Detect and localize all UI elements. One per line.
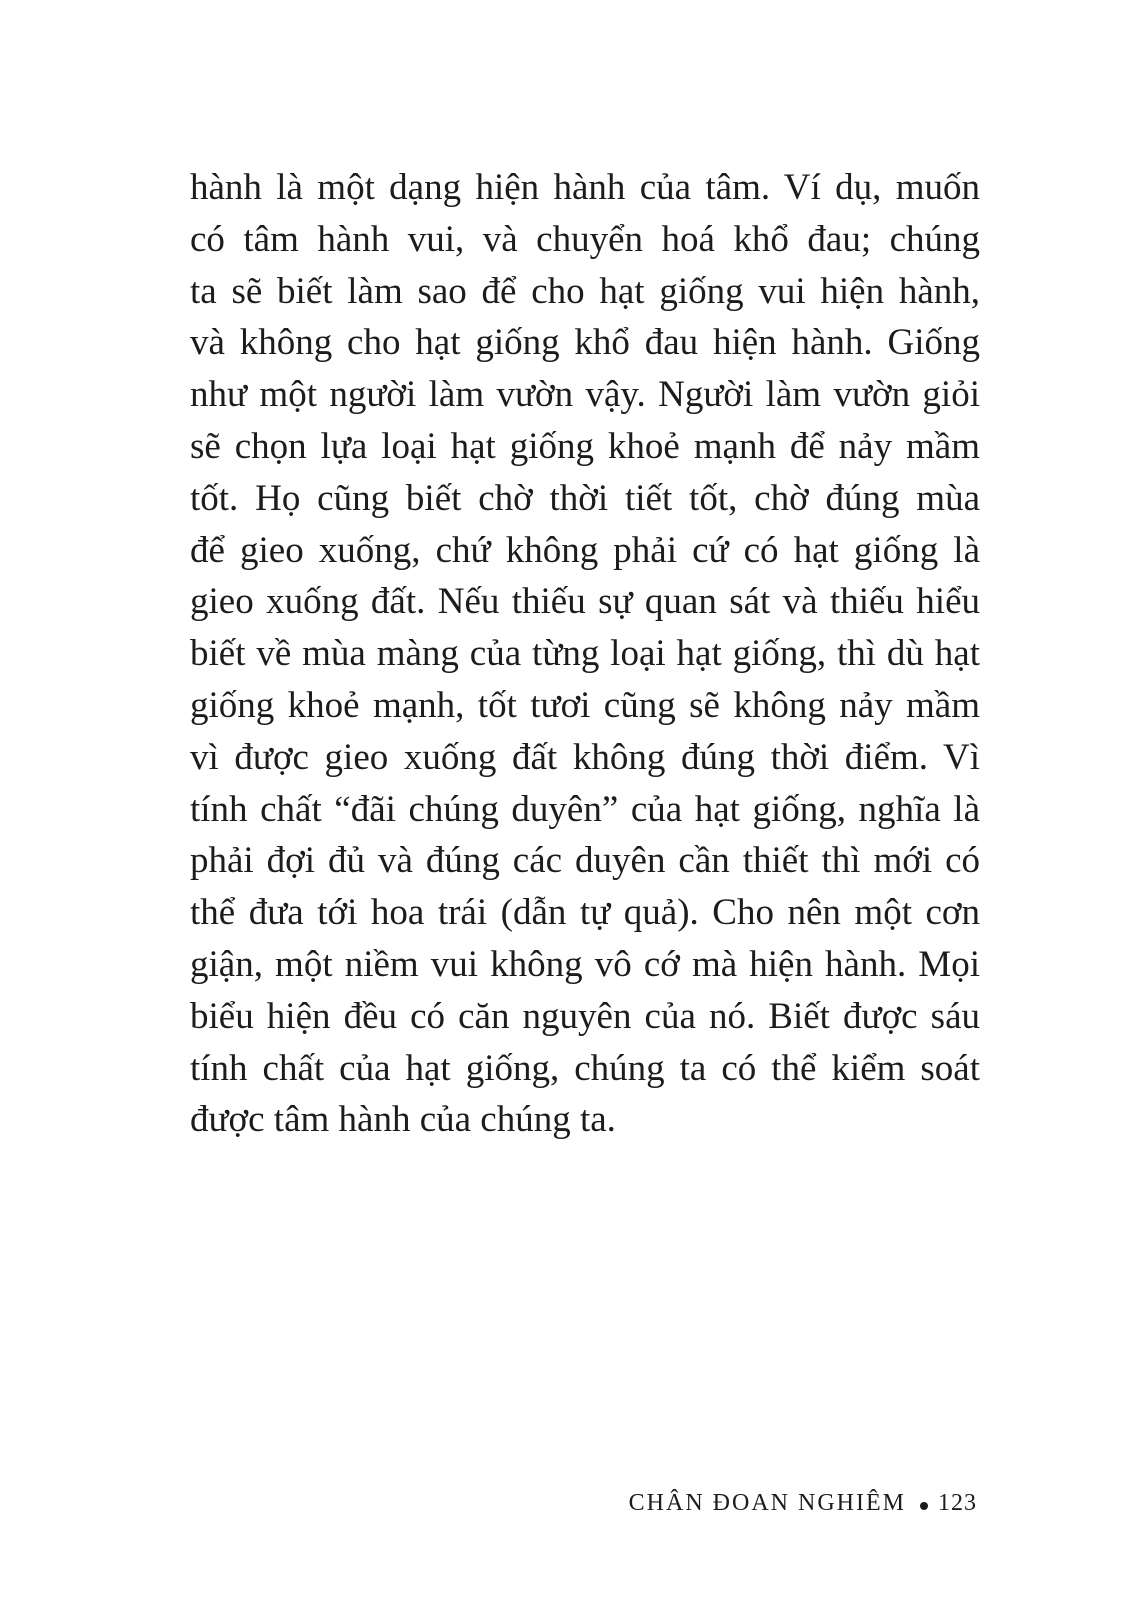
running-title: CHÂN ĐOAN NGHIÊM [628,1490,906,1516]
text-line: thể đưa tới hoa trái (dẫn tự quả). Cho nên một cơn [190,892,980,934]
page-footer [629,1490,977,1517]
text-line: để gieo xuống, chứ không phải cứ có hạt giống là [190,529,980,571]
text-line: như một người làm vườn vậy. Người làm vườn giỏi [190,374,980,416]
text-line: và không cho hạt giống khổ đau hiện hành. Giống [190,322,980,364]
body-paragraph [190,162,980,1146]
text-line: tính chất “đãi chúng duyên” của hạt giống, nghĩa là [190,788,980,830]
text-line: sẽ chọn lựa loại hạt giống khoẻ mạnh để nảy mầm [190,425,980,467]
bullet-separator-icon [920,1502,928,1510]
text-line: phải đợi đủ và đúng các duyên cần thiết thì mới có [190,840,980,882]
text-line: ta sẽ biết làm sao để cho hạt giống vui hiện hành, [190,270,980,312]
text-line: có tâm hành vui, và chuyển hoá khổ đau; chúng [190,218,980,260]
text-line: tính chất của hạt giống, chúng ta có thể kiểm soát [190,1047,980,1089]
text-line: biểu hiện đều có căn nguyên của nó. Biết được sáu [190,995,980,1037]
text-line-last: được tâm hành của chúng ta. [190,1099,616,1141]
text-line: giống khoẻ mạnh, tốt tươi cũng sẽ không nảy mầm [190,684,980,726]
text-line: hành là một dạng hiện hành của tâm. Ví dụ, muốn [190,167,980,208]
text-line: biết về mùa màng của từng loại hạt giống, thì dù hạt [190,633,980,675]
text-line: tốt. Họ cũng biết chờ thời tiết tốt, chờ đúng mùa [190,477,980,519]
text-line: vì được gieo xuống đất không đúng thời điểm. Vì [190,736,980,778]
text-line: giận, một niềm vui không vô cớ mà hiện hành. Mọi [190,943,980,985]
page-number: 123 [938,1490,977,1516]
text-line: gieo xuống đất. Nếu thiếu sự quan sát và thiếu hiểu [190,581,980,623]
